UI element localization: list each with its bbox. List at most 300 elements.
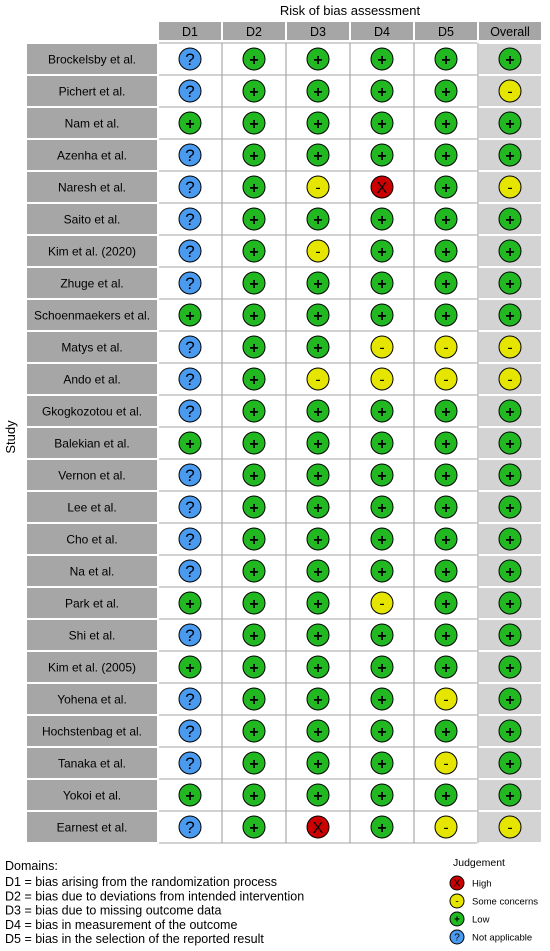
judgement-mark-low xyxy=(499,272,521,294)
judgement-symbol: X xyxy=(376,179,388,197)
judgement-mark-low xyxy=(243,144,265,166)
judgement-mark-na xyxy=(179,240,201,262)
judgement-mark-low xyxy=(371,208,393,230)
judgement-mark-low xyxy=(371,112,393,134)
study-label: Pichert et al. xyxy=(58,84,126,99)
judgement-symbol: + xyxy=(441,627,451,645)
judgement-symbol: ? xyxy=(185,754,195,774)
judgement-mark-low xyxy=(435,112,457,134)
study-label: Shi et al. xyxy=(68,628,116,643)
judgement-mark-low xyxy=(435,656,457,678)
judgement-mark-low xyxy=(307,48,329,70)
judgement-symbol: ? xyxy=(185,50,195,70)
judgement-symbol: - xyxy=(507,339,513,357)
study-label: Zhuge et al. xyxy=(60,276,124,291)
judgement-mark-low xyxy=(307,400,329,422)
judgement-symbol: X xyxy=(312,819,324,837)
judgement-mark-low xyxy=(243,560,265,582)
judgement-symbol: + xyxy=(249,179,259,197)
judgement-mark-low xyxy=(499,592,521,614)
judgement-symbol: + xyxy=(441,595,451,613)
study-label: Na et al. xyxy=(69,564,115,579)
domain-definition: D4 = bias in measurement of the outcome xyxy=(5,917,238,932)
judgement-symbol: + xyxy=(249,339,259,357)
judgement-symbol: + xyxy=(505,563,515,581)
judgement-mark-low xyxy=(499,432,521,454)
judgement-symbol: + xyxy=(249,403,259,421)
judgement-symbol: - xyxy=(443,755,449,773)
judgement-symbol: ? xyxy=(185,690,195,710)
judgement-mark-low xyxy=(371,464,393,486)
judgement-symbol: + xyxy=(377,691,387,709)
judgement-mark-na xyxy=(179,688,201,710)
judgement-symbol: + xyxy=(249,723,259,741)
judgement-symbol: + xyxy=(505,787,515,805)
judgement-mark-low xyxy=(243,368,265,390)
judgement-mark-low xyxy=(435,240,457,262)
judgement-symbol: + xyxy=(313,115,323,133)
judgement-symbol: - xyxy=(507,819,513,837)
judgement-mark-low xyxy=(499,688,521,710)
judgement-mark-low xyxy=(307,144,329,166)
judgement-symbol: + xyxy=(313,83,323,101)
judgement-mark-low xyxy=(243,816,265,838)
judgement-symbol: + xyxy=(441,467,451,485)
judgement-mark-low xyxy=(499,304,521,326)
domain-items xyxy=(5,875,304,946)
domain-definition: D2 = bias due to deviations from intended intervention xyxy=(5,889,305,904)
judgement-mark-na xyxy=(179,48,201,70)
judgement-symbol: + xyxy=(441,435,451,453)
judgement-symbol: + xyxy=(249,595,259,613)
judgement-mark-low xyxy=(307,592,329,614)
judgement-mark-low xyxy=(435,624,457,646)
judgement-mark-na xyxy=(179,464,201,486)
legend-label-na: Not applicable xyxy=(472,932,533,944)
judgement-symbol: + xyxy=(313,51,323,69)
judgement-mark-low xyxy=(243,80,265,102)
judgement-symbol: + xyxy=(441,307,451,325)
judgement-symbol: + xyxy=(377,83,387,101)
judgement-mark-low xyxy=(371,560,393,582)
table-grid xyxy=(158,43,542,843)
study-label: Naresh et al. xyxy=(57,180,127,195)
judgement-symbol: + xyxy=(441,563,451,581)
judgement-mark-low xyxy=(435,464,457,486)
judgement-symbol: + xyxy=(313,307,323,325)
judgement-mark-low xyxy=(307,272,329,294)
judgement-symbol: + xyxy=(249,275,259,293)
judgement-symbol: + xyxy=(313,627,323,645)
judgement-symbol: + xyxy=(313,595,323,613)
judgement-symbol: + xyxy=(249,211,259,229)
judgement-symbol: + xyxy=(505,403,515,421)
judgement-symbol: + xyxy=(505,275,515,293)
judgement-mark-low xyxy=(307,720,329,742)
judgement-mark-low xyxy=(243,304,265,326)
judgement-symbol: + xyxy=(313,691,323,709)
judgement-symbol: ? xyxy=(185,498,195,518)
judgement-symbol: + xyxy=(505,723,515,741)
judgement-symbol: + xyxy=(377,467,387,485)
judgement-symbol: + xyxy=(185,435,195,453)
study-label: Yokoi et al. xyxy=(62,788,122,803)
judgement-symbol: + xyxy=(505,595,515,613)
judgement-mark-some-concerns xyxy=(371,336,393,358)
judgement-mark-na xyxy=(179,368,201,390)
judgement-mark-low xyxy=(499,400,521,422)
judgement-mark-low xyxy=(371,432,393,454)
judgement-mark-low xyxy=(499,528,521,550)
judgement-mark-low xyxy=(243,272,265,294)
judgement-mark-low xyxy=(179,432,201,454)
judgement-mark-low xyxy=(499,208,521,230)
judgement-symbol: + xyxy=(377,243,387,261)
judgement-mark-na xyxy=(179,752,201,774)
study-label: Yohena et al. xyxy=(57,692,127,707)
judgement-mark-low xyxy=(371,240,393,262)
judgement-mark-low xyxy=(307,688,329,710)
judgement-symbol: - xyxy=(443,819,449,837)
judgement-mark-low xyxy=(307,80,329,102)
judgement-mark-low xyxy=(435,304,457,326)
judgement-symbol: + xyxy=(505,659,515,677)
judgement-symbol: - xyxy=(455,896,459,908)
judgement-symbol: ? xyxy=(185,626,195,646)
judgement-mark-low xyxy=(307,208,329,230)
judgement-symbol: - xyxy=(443,339,449,357)
judgement-mark-low xyxy=(499,144,521,166)
legend-label-some-concerns: Some concerns xyxy=(472,896,539,908)
judgement-symbol: + xyxy=(505,147,515,165)
judgement-symbol: + xyxy=(185,115,195,133)
judgement-mark-low xyxy=(499,464,521,486)
judgement-symbol: + xyxy=(377,787,387,805)
judgement-mark-some-concerns xyxy=(307,176,329,198)
study-label: Tanaka et al. xyxy=(57,756,127,771)
study-label: Cho et al. xyxy=(66,532,118,547)
judgement-symbol: + xyxy=(377,819,387,837)
judgement-mark-low xyxy=(371,752,393,774)
judgement-mark-some-concerns xyxy=(499,816,521,838)
judgement-symbol: + xyxy=(185,659,195,677)
judgement-mark-some-concerns xyxy=(307,240,329,262)
judgement-symbol: - xyxy=(507,179,513,197)
judgement-symbol: + xyxy=(505,499,515,517)
study-label: Kim et al. (2005) xyxy=(47,660,137,675)
judgement-symbol: + xyxy=(313,531,323,549)
column-header-d3: D3 xyxy=(310,25,326,39)
judgement-mark-low xyxy=(371,48,393,70)
legend-items xyxy=(450,876,538,944)
judgement-mark-low xyxy=(307,784,329,806)
judgement-symbol: + xyxy=(377,723,387,741)
judgement-mark-some-concerns xyxy=(499,176,521,198)
judgement-mark-low xyxy=(435,528,457,550)
judgement-mark-na xyxy=(179,208,201,230)
judgement-symbol: ? xyxy=(185,530,195,550)
judgement-mark-low xyxy=(435,560,457,582)
judgement-mark-low xyxy=(499,48,521,70)
chart-title: Risk of bias assessment xyxy=(279,3,421,18)
judgement-mark-low xyxy=(371,400,393,422)
judgement-symbol: + xyxy=(505,755,515,773)
judgement-mark-low xyxy=(243,208,265,230)
legend-title: Judgement xyxy=(453,857,505,869)
study-label: Earnest et al. xyxy=(56,820,128,835)
judgement-symbol: - xyxy=(443,691,449,709)
judgement-symbol: + xyxy=(313,723,323,741)
judgement-mark-low xyxy=(243,464,265,486)
judgement-symbol: + xyxy=(313,467,323,485)
judgement-symbol: + xyxy=(441,179,451,197)
judgement-mark-na xyxy=(179,560,201,582)
judgement-symbol: + xyxy=(377,755,387,773)
study-label: Kim et al. (2020) xyxy=(47,244,137,259)
judgement-mark-some-concerns xyxy=(499,368,521,390)
judgement-mark-low xyxy=(371,816,393,838)
judgement-mark-na xyxy=(179,176,201,198)
judgement-mark-na xyxy=(179,528,201,550)
judgement-symbol: + xyxy=(377,435,387,453)
judgement-symbol: - xyxy=(379,339,385,357)
judgement-mark-low xyxy=(450,912,464,926)
judgement-symbol: + xyxy=(313,147,323,165)
judgement-mark-some-concerns xyxy=(499,336,521,358)
judgement-mark-low xyxy=(435,144,457,166)
judgement-symbol: + xyxy=(249,531,259,549)
judgement-symbol: + xyxy=(313,659,323,677)
judgement-mark-some-concerns xyxy=(435,816,457,838)
judgement-symbol: + xyxy=(249,659,259,677)
judgement-mark-some-concerns xyxy=(435,368,457,390)
judgement-mark-low xyxy=(499,624,521,646)
judgement-mark-low xyxy=(371,784,393,806)
judgement-symbol: + xyxy=(505,691,515,709)
judgement-symbol: + xyxy=(313,563,323,581)
judgement-symbol: + xyxy=(505,531,515,549)
judgement-mark-low xyxy=(307,560,329,582)
judgement-symbol: + xyxy=(505,211,515,229)
judgement-symbol: + xyxy=(505,467,515,485)
judgement-symbol: ? xyxy=(185,338,195,358)
study-label: Gkogkozotou et al. xyxy=(41,404,143,419)
judgement-mark-low xyxy=(371,656,393,678)
judgement-symbol: + xyxy=(249,83,259,101)
judgement-symbol: + xyxy=(313,339,323,357)
judgement-symbol: + xyxy=(249,243,259,261)
judgement-mark-low xyxy=(307,624,329,646)
judgement-mark-low xyxy=(243,336,265,358)
judgement-symbol: - xyxy=(443,371,449,389)
judgement-mark-low xyxy=(371,688,393,710)
judgement-symbol: - xyxy=(315,371,321,389)
column-headers xyxy=(158,21,542,41)
judgement-mark-low xyxy=(435,400,457,422)
judgement-mark-low xyxy=(307,336,329,358)
judgement-symbol: + xyxy=(249,499,259,517)
judgement-mark-low xyxy=(243,528,265,550)
judgement-mark-low xyxy=(499,240,521,262)
judgement-mark-low xyxy=(179,304,201,326)
judgement-mark-low xyxy=(499,656,521,678)
study-label: Balekian et al. xyxy=(54,436,130,451)
judgement-symbol: + xyxy=(441,723,451,741)
judgement-symbol: ? xyxy=(185,466,195,486)
judgement-mark-low xyxy=(499,720,521,742)
judgement-mark-low xyxy=(435,208,457,230)
judgement-mark-low xyxy=(243,688,265,710)
judgement-mark-high xyxy=(450,876,464,890)
judgement-mark-low xyxy=(435,48,457,70)
judgement-symbol: + xyxy=(505,307,515,325)
column-header-d5: D5 xyxy=(438,25,454,39)
study-label: Vernon et al. xyxy=(58,468,126,483)
judgement-symbol: ? xyxy=(185,210,195,230)
judgement-mark-na xyxy=(179,400,201,422)
judgement-symbol: + xyxy=(249,755,259,773)
judgement-mark-low xyxy=(371,496,393,518)
judgement-symbol: - xyxy=(379,371,385,389)
judgement-mark-low xyxy=(243,176,265,198)
judgement-mark-low xyxy=(307,528,329,550)
judgement-mark-low xyxy=(499,560,521,582)
judgement-symbol: + xyxy=(377,531,387,549)
judgement-mark-low xyxy=(371,624,393,646)
domain-definitions xyxy=(5,859,304,946)
judgement-symbol: + xyxy=(441,659,451,677)
judgement-symbol: + xyxy=(249,307,259,325)
study-label: Nam et al. xyxy=(64,116,120,131)
judgement-symbol: + xyxy=(441,243,451,261)
domain-definition: D1 = bias arising from the randomization process xyxy=(5,875,278,889)
judgement-mark-some-concerns xyxy=(371,592,393,614)
judgement-mark-low xyxy=(307,112,329,134)
column-header-d1: D1 xyxy=(182,25,198,39)
judgement-symbol: + xyxy=(505,115,515,133)
judgement-symbol: + xyxy=(249,467,259,485)
judgement-mark-low xyxy=(435,432,457,454)
domain-definition: D5 = bias in the selection of the reported result xyxy=(5,932,264,947)
judgement-mark-low xyxy=(307,304,329,326)
judgement-mark-low xyxy=(179,784,201,806)
judgement-symbol: + xyxy=(249,627,259,645)
column-header-d2: D2 xyxy=(246,25,262,39)
study-axis-label: Study xyxy=(3,420,18,454)
judgement-symbol: + xyxy=(377,563,387,581)
judgement-mark-low xyxy=(435,80,457,102)
domains-heading: Domains: xyxy=(5,859,58,873)
judgement-mark-low xyxy=(371,144,393,166)
judgement-mark-low xyxy=(307,432,329,454)
judgement-symbol: ? xyxy=(185,370,195,390)
study-label: Ando et al. xyxy=(63,372,121,387)
judgement-symbol: + xyxy=(249,691,259,709)
judgement-symbol: + xyxy=(249,51,259,69)
judgement-symbol: + xyxy=(441,147,451,165)
column-header-overall: Overall xyxy=(490,25,530,39)
study-label: Saito et al. xyxy=(63,212,121,227)
judgement-symbol: ? xyxy=(185,274,195,294)
judgement-mark-low xyxy=(307,464,329,486)
study-label: Matys et al. xyxy=(61,340,123,355)
judgement-mark-low xyxy=(179,112,201,134)
judgement-mark-low xyxy=(371,272,393,294)
judgement-symbol: + xyxy=(185,307,195,325)
judgement-mark-low xyxy=(307,752,329,774)
judgement-mark-low xyxy=(243,624,265,646)
judgement-symbol: ? xyxy=(185,818,195,838)
judgement-symbol: ? xyxy=(185,82,195,102)
study-label: Hochstenbag et al. xyxy=(41,724,143,739)
study-labels xyxy=(26,43,158,843)
legend-label-low: Low xyxy=(472,914,490,926)
judgement-mark-low xyxy=(435,720,457,742)
judgement-mark-low xyxy=(243,112,265,134)
judgement-symbol: + xyxy=(505,435,515,453)
judgement-mark-high xyxy=(371,176,393,198)
judgement-mark-low xyxy=(243,784,265,806)
judgement-symbol: - xyxy=(507,371,513,389)
judgement-symbol: - xyxy=(315,179,321,197)
judgement-symbol: + xyxy=(505,243,515,261)
study-label: Park et al. xyxy=(64,596,120,611)
study-label: Azenha et al. xyxy=(56,148,128,163)
judgement-mark-low xyxy=(435,496,457,518)
judgement-mark-na xyxy=(179,496,201,518)
judgement-mark-low xyxy=(371,528,393,550)
judgement-mark-na xyxy=(179,272,201,294)
judgement-symbol: + xyxy=(441,51,451,69)
judgement-mark-low xyxy=(499,112,521,134)
judgement-symbol: + xyxy=(377,659,387,677)
judgement-symbol: + xyxy=(441,115,451,133)
judgement-mark-low xyxy=(179,656,201,678)
judgement-symbol: + xyxy=(441,499,451,517)
judgement-symbol: + xyxy=(454,914,460,926)
judgement-mark-high xyxy=(307,816,329,838)
judgement-mark-na xyxy=(179,720,201,742)
judgement-mark-low xyxy=(371,720,393,742)
judgement-mark-some-concerns xyxy=(450,894,464,908)
judgement-symbol: + xyxy=(441,787,451,805)
judgement-mark-some-concerns xyxy=(499,80,521,102)
judgement-symbol: + xyxy=(505,627,515,645)
judgement-mark-low xyxy=(435,592,457,614)
judgement-symbol: + xyxy=(313,787,323,805)
judgement-symbol: ? xyxy=(454,932,460,944)
judgement-symbol: ? xyxy=(185,242,195,262)
judgement-mark-na xyxy=(179,80,201,102)
judgement-mark-low xyxy=(243,400,265,422)
column-header-d4: D4 xyxy=(374,25,390,39)
judgement-mark-low xyxy=(243,752,265,774)
judgement-mark-low xyxy=(243,48,265,70)
judgement-mark-low xyxy=(243,240,265,262)
judgement-symbol: + xyxy=(377,115,387,133)
judgement-symbol: ? xyxy=(185,146,195,166)
judgement-symbol: + xyxy=(249,563,259,581)
judgement-mark-low xyxy=(179,592,201,614)
judgement-symbol: + xyxy=(377,275,387,293)
judgement-mark-low xyxy=(243,592,265,614)
judgement-mark-low xyxy=(435,272,457,294)
judgement-symbol: + xyxy=(441,275,451,293)
judgement-symbol: - xyxy=(379,595,385,613)
judgement-mark-na xyxy=(179,816,201,838)
judgement-mark-some-concerns xyxy=(435,336,457,358)
judgement-symbol: + xyxy=(441,211,451,229)
